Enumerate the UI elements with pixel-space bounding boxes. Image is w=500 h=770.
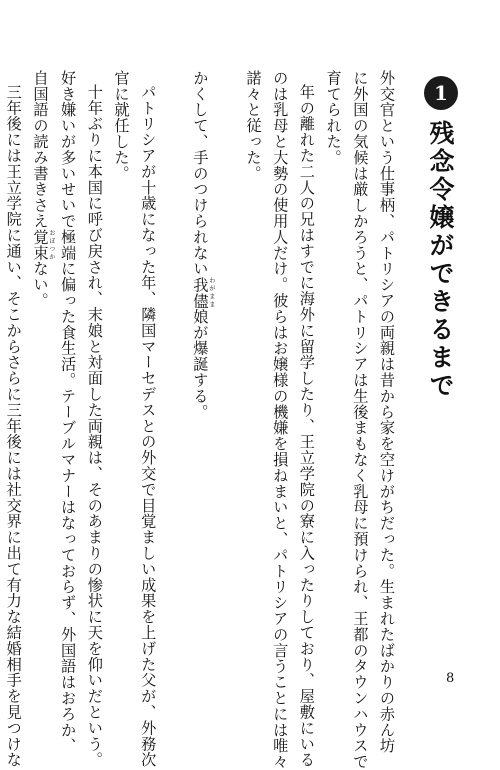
text-line: 十年ぶりに本国に呼び戻され、末娘と対面した両親は、そのあまりの惨状に天を仰いだという。 bbox=[85, 84, 104, 768]
chapter-number-badge bbox=[424, 76, 458, 110]
text-line: パトリシアが十歳になった年、隣国マーセデスとの外交で目覚ましい成果を上げた父が、外務次 bbox=[139, 84, 158, 768]
text-line: 育てられた。 bbox=[324, 70, 343, 166]
ruby-word: 覚束おぼつか bbox=[31, 229, 55, 261]
text-line: 好き嫌いが多いせいで極端に偏った食生活。テーブルマナーはなっておらず、外国語はおろか、 bbox=[59, 70, 78, 754]
ruby-word: 我儘わがまま bbox=[191, 276, 215, 309]
text-line: 諾々と従った。 bbox=[244, 70, 263, 182]
text-line: 年の離れた二人の兄はすでに海外に留学したり、王立学院の寮に入ったりしており、屋敷にいる bbox=[297, 84, 316, 768]
text-line: に外国の気候は厳しかろうと、パトリシアは生後まもなく乳母に預けられ、王都のタウンハウスで bbox=[351, 70, 370, 770]
blank-line bbox=[214, 70, 239, 645]
text-line: のは乳母と大勢の使用人だけ。彼らはお嬢様の機嫌を損ねまいと、パトリシアの言うことには唯々 bbox=[271, 70, 290, 770]
ruby-reading: おぼつか bbox=[47, 229, 55, 261]
text-line: 官に就任した。 bbox=[112, 70, 131, 182]
page-number: 8 bbox=[446, 671, 455, 686]
ruby-reading: わがまま bbox=[207, 276, 215, 309]
text-line: 自国語の読み書きさえ覚束おぼつかない。 bbox=[31, 70, 55, 309]
body-text bbox=[0, 70, 400, 770]
text-line: 外交官という仕事柄、パトリシアの両親は昔から家を空けがちだった。生まれたばかりの赤ん坊 bbox=[378, 70, 396, 754]
chapter-number: 1 bbox=[434, 81, 448, 105]
chapter-title: 残念令嬢ができるまで bbox=[426, 120, 455, 400]
blank-line bbox=[161, 70, 186, 645]
text-line: かくして、手のつけられない我儘わがまま娘が爆誕する。 bbox=[191, 70, 215, 420]
text-line: 三年後には王立学院に通い、そこからさらに三年後には社交界に出て有力な結婚相手を見つけな bbox=[4, 84, 23, 768]
